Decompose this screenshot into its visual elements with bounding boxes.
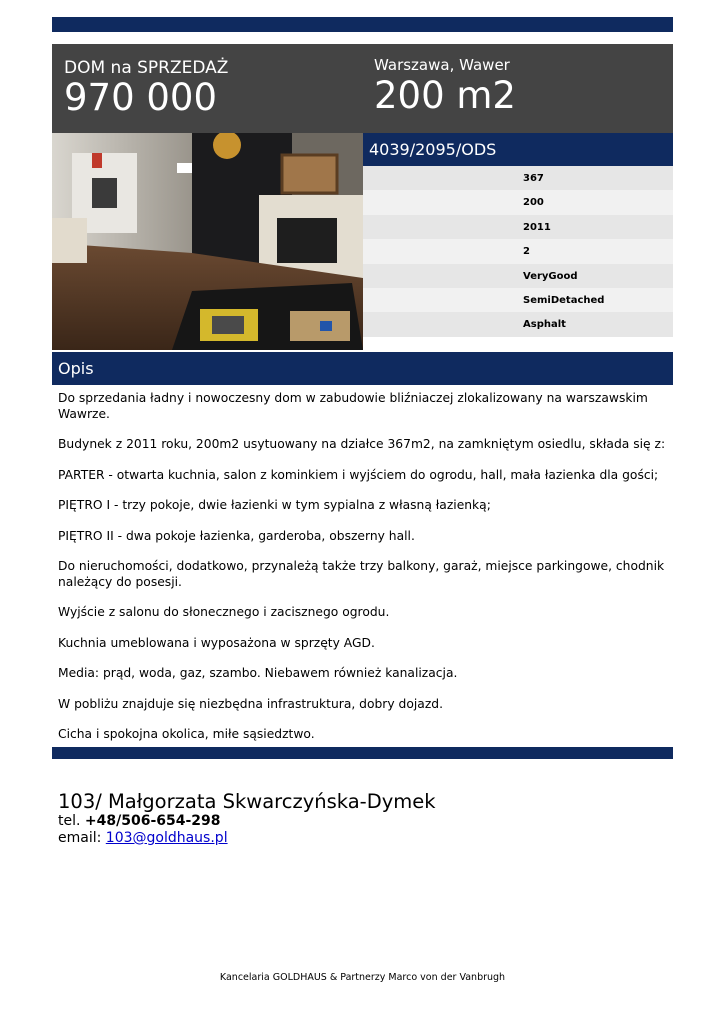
area: 200 m2 (374, 74, 516, 117)
param-row (363, 312, 673, 336)
email-label: email: (58, 830, 102, 846)
param-value: 367 (523, 173, 544, 184)
description-title: Opis (58, 359, 94, 378)
property-photo-illustration (52, 133, 363, 350)
param-value: 2011 (523, 221, 551, 233)
agent-phone-line (58, 813, 436, 830)
location: Warszawa, Wawer (374, 56, 510, 74)
description-paragraph: PARTER - otwarta kuchnia, salon z kominkiem i wyjściem do ogrodu, hall, mała łazienka dla gości; (58, 467, 659, 482)
price: 970 000 (64, 76, 218, 119)
agent-name: 103/ Małgorzata Skwarczyńska-Dymek (58, 790, 436, 813)
param-value: 2 (523, 246, 530, 258)
agent-contact (58, 790, 436, 847)
param-value: Asphalt (523, 319, 566, 331)
param-value: SemiDetached (523, 294, 605, 306)
description-paragraph: Budynek z 2011 roku, 200m2 usytuowany na działce 367m2, na zamkniętym osiedlu, składa się z: (58, 437, 666, 451)
agent-email-link[interactable]: 103@goldhaus.pl (105, 830, 228, 846)
description-paragraph: W pobliżu znajduje się niezbędna infrastruktura, dobry dojazd. (58, 696, 444, 711)
description-heading (52, 352, 673, 385)
description-paragraph: PIĘTRO I - trzy pokoje, dwie łazienki w tym sypialna z własną łazienką; (58, 498, 491, 512)
property-photo (52, 133, 363, 350)
listing-header (52, 44, 673, 133)
description-paragraph: PIĘTRO II - dwa pokoje łazienka, garderoba, obszerny hall. (58, 528, 415, 543)
description-paragraph: Do nieruchomości, dodatkowo, przynależą także trzy balkony, garaż, miejsce parkingowe, chodnik należący do posesji. (58, 559, 665, 589)
offer-reference-text: 4039/2095/ODS (369, 140, 497, 159)
param-row (363, 166, 673, 190)
description-paragraph: Media: prąd, woda, gaz, szambo. Niebawem również kanalizacja. (58, 666, 458, 680)
description-paragraph: Cicha i spokojna okolica, miłe sąsiedztwo. (58, 727, 315, 741)
footer-text: Kancelaria GOLDHAUS & Partnerzy Marco von der Vanbrugh (219, 972, 506, 983)
description-paragraph: Do sprzedania ładny i nowoczesny dom w zabudowie bliźniaczej zlokalizowany na warszawskim Wawrze. (58, 391, 648, 421)
param-row (363, 239, 673, 263)
offer-reference (363, 133, 673, 166)
agent-email-line (58, 830, 436, 847)
param-value: VeryGood (523, 270, 578, 282)
agent-phone: +48/506-654-298 (84, 813, 221, 829)
param-row (363, 190, 673, 214)
param-row (363, 215, 673, 239)
offer-params-table (363, 166, 673, 337)
param-row (363, 264, 673, 288)
description-body (58, 391, 668, 758)
description-paragraph: Wyjście z salonu do słonecznego i zacisznego ogrodu. (58, 605, 390, 619)
top-decor-bar (52, 17, 673, 32)
param-value: 200 (523, 197, 544, 209)
description-paragraph: Kuchnia umeblowana i wyposażona w sprzęty AGD. (58, 635, 375, 650)
param-row (363, 288, 673, 312)
bottom-decor-bar (52, 747, 673, 759)
property-type: DOM na SPRZEDAŻ (64, 58, 229, 78)
phone-label: tel. (58, 813, 81, 829)
